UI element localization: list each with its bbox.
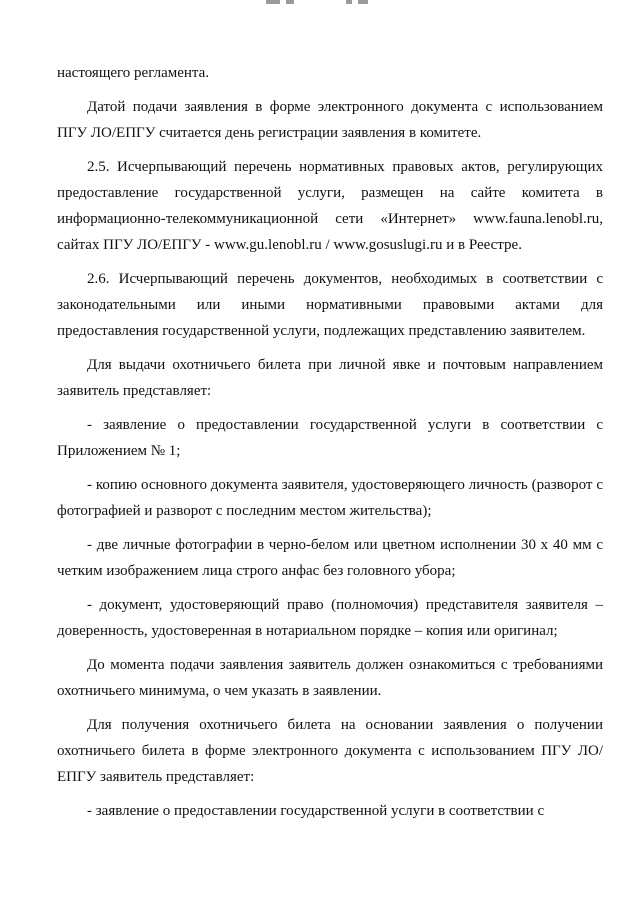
- paragraph-2-5: 2.5. Исчерпывающий перечень нормативных правовых актов, регулирующих предоставление государственной услуги, размещен на сайте комитета в информационно-телекоммуникационной сети «Интернет» www.fauna.lenobl.ru, сайтах ПГУ ЛО/ЕПГУ - www.gu.lenobl.ru / www.gosuslugi.ru и в Реестре.: [57, 159, 603, 253]
- list-item-application-electronic: - заявление о предоставлении государственной услуги в соответствии с: [87, 803, 545, 819]
- list-item-photos: - две личные фотографии в черно-белом или цветном исполнении 30 х 40 мм с четким изображением лица строго анфас без головного убора;: [57, 537, 603, 579]
- paragraph-hunting-minimum: До момента подачи заявления заявитель должен ознакомиться с требованиями охотничьего минимума, о чем указать в заявлении.: [57, 657, 603, 699]
- paragraph-electronic-application: Для получения охотничьего билета на основании заявления о получении охотничьего билета в форме электронного документа с использованием ПГУ ЛО/ЕПГУ заявитель представляет:: [57, 717, 603, 785]
- document-body: [57, 60, 603, 824]
- paragraph-2-6: 2.6. Исчерпывающий перечень документов, необходимых в соответствии с законодательными или иными нормативными правовыми актами для предоставления государственной услуги, подлежащих представлению заявителем.: [57, 271, 603, 339]
- paragraph-continuation: настоящего регламента.: [57, 65, 210, 81]
- scan-artifact: [262, 0, 372, 6]
- paragraph-submission-date: Датой подачи заявления в форме электронного документа с использованием ПГУ ЛО/ЕПГУ считается день регистрации заявления в комитете.: [57, 99, 603, 141]
- paragraph-personal-visit: Для выдачи охотничьего билета при личной явке и почтовым направлением заявитель представляет:: [57, 357, 603, 399]
- list-item-power-of-attorney: - документ, удостоверяющий право (полномочия) представителя заявителя – доверенность, удостоверенная в нотариальном порядке – копия или оригинал;: [57, 597, 603, 639]
- list-item-id-copy: - копию основного документа заявителя, удостоверяющего личность (разворот с фотографией и разворот с последним местом жительства);: [57, 477, 603, 519]
- list-item-application: - заявление о предоставлении государственной услуги в соответствии с Приложением № 1;: [57, 417, 603, 459]
